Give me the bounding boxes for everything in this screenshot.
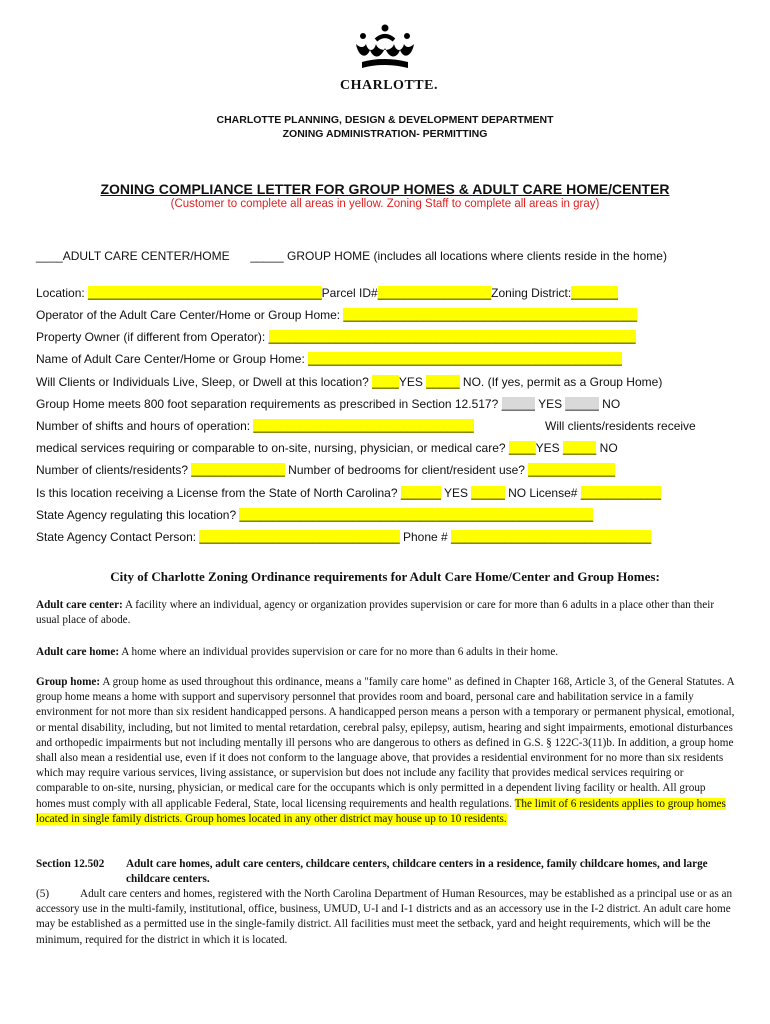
group-limit-highlight: The limit of 6 residents applies to group homes located in single family districts. Group homes located in any other district may house up to 10 residents. xyxy=(36,797,726,825)
separation-yes-label: YES xyxy=(534,397,566,411)
medical-no-field[interactable]: _____ xyxy=(562,441,597,455)
license-label: Is this location receiving a License from the State of North Carolina? xyxy=(36,486,401,500)
medical-label: medical services requiring or comparable to on-site, nursing, physician, or medical care? xyxy=(36,441,509,455)
charlotte-logo xyxy=(340,22,438,102)
phone-label: Phone # xyxy=(399,530,452,544)
agency-row xyxy=(36,507,593,523)
separation-no-field[interactable]: _____ xyxy=(565,397,599,411)
section-number: Section 12.502 xyxy=(36,858,105,870)
center-def: A facility where an individual, agency or organization provides supervision or care for more than 6 adults in a place other than their usual place of abode. xyxy=(36,599,715,627)
crown-icon xyxy=(340,22,430,78)
medical-yes-field[interactable]: ____ xyxy=(508,441,536,455)
live-no-field[interactable]: _____ xyxy=(426,375,460,389)
separation-yes-field[interactable]: _____ xyxy=(501,397,535,411)
group-term: Group home: xyxy=(36,676,101,688)
group-def: A group home as used throughout this ordinance, means a "family care home" as defined in Chapter 168, Article 3, of the General Statutes. A group home means a home with support and supervisory personnel that provides room and board, personal care and habilitation service in a family environment for not more than six resident handicapped persons. A handicapped person means a person with a temporary or permanent physical, emotional, or mental disability, including, but not limited to mental retardation, cerebral palsy, epilepsy, autism, hearing and sight impairments, emotional disturbances and orthopedic impairments but not including mentally ill persons who are dangerous to others as defined in G.S. § 122C-3(11)b. In addition, a group home shall also mean a residential use, even if it does not conform to the language above, that provides a residential environment for no more than six residents which may require various services, living assistance, or supervision but does not include any facility that provides medical services requiring or comparable to on-site, nursing, physician, or medical care for the occupants which is only permitted in a dependent living facility or health. All group homes must comply with all applicable Federal, State, local licensing requirements and health regulations. xyxy=(36,676,735,810)
license-yes-field[interactable]: ______ xyxy=(400,486,441,500)
medical-yes-label: YES xyxy=(535,441,563,455)
location-label: Location: xyxy=(36,286,89,300)
facility-type-row xyxy=(36,248,667,264)
live-yes-label: YES xyxy=(398,375,427,389)
requirements-title: City of Charlotte Zoning Ordinance requirements for Adult Care Home/Center and Group Homes: xyxy=(110,569,660,584)
zoning-district-field[interactable]: _______ xyxy=(571,286,618,300)
location-field[interactable]: ___________________________________ xyxy=(88,286,322,300)
bedrooms-label: Number of bedrooms for client/resident use? xyxy=(284,463,529,477)
operator-row xyxy=(36,307,637,323)
facility-name-field[interactable]: _______________________________________________ xyxy=(308,352,622,366)
operator-label: Operator of the Adult Care Center/Home or Group Home: xyxy=(36,308,344,322)
bedrooms-field[interactable]: _____________ xyxy=(528,463,616,477)
division-name: ZONING ADMINISTRATION- PERMITTING xyxy=(282,128,488,140)
adult-care-label: ADULT CARE CENTER/HOME xyxy=(62,249,230,263)
adult-care-home-definition xyxy=(36,645,736,660)
operator-field[interactable]: ____________________________________________ xyxy=(343,308,638,322)
adult-care-blank[interactable]: ____ xyxy=(36,249,63,263)
shifts-field[interactable]: _________________________________ xyxy=(253,419,474,433)
department-name: CHARLOTTE PLANNING, DESIGN & DEVELOPMENT DEPARTMENT xyxy=(216,114,554,126)
license-no-field[interactable]: _____ xyxy=(471,486,505,500)
facility-name-label: Name of Adult Care Center/Home or Group Home: xyxy=(36,352,309,366)
home-term: Adult care home: xyxy=(36,646,120,658)
agency-label: State Agency regulating this location? xyxy=(36,508,240,522)
clients-field[interactable]: ______________ xyxy=(191,463,285,477)
phone-field[interactable]: ______________________________ xyxy=(451,530,652,544)
shifts-row xyxy=(36,418,474,434)
section-title: Adult care homes, adult care centers, childcare centers, childcare centers in a residence, family childcare homes, and large childcare centers. xyxy=(126,858,708,886)
instructions: (Customer to complete all areas in yellow. Zoning Staff to complete all areas in gray) xyxy=(170,198,600,210)
contact-row xyxy=(36,529,651,545)
page-title: ZONING COMPLIANCE LETTER FOR GROUP HOMES & ADULT CARE HOME/CENTER xyxy=(100,181,670,197)
home-def: A home where an individual provides supervision or care for no more than 6 adults in their home. xyxy=(119,646,559,658)
contact-field[interactable]: ______________________________ xyxy=(199,530,400,544)
live-sleep-row xyxy=(36,374,662,390)
owner-field[interactable]: _______________________________________________________ xyxy=(268,330,636,344)
receive-label: Will clients/residents receive xyxy=(545,419,696,433)
owner-row xyxy=(36,329,636,345)
clients-row xyxy=(36,462,615,478)
item-number: (5) xyxy=(36,888,50,900)
live-sleep-label: Will Clients or Individuals Live, Sleep, or Dwell at this location? xyxy=(36,375,373,389)
zoning-district-label: Zoning District: xyxy=(491,286,572,300)
parcel-label: Parcel ID# xyxy=(321,286,378,300)
clients-label: Number of clients/residents? xyxy=(36,463,192,477)
group-home-definition xyxy=(36,675,736,827)
item-text: Adult care centers and homes, registered with the North Carolina Department of Human Resources, may be established as a principal use or as an accessory use in the multi-family, institutional, office, business, UMUD, U-I and I-1 districts and as an accessory use in the I-2 district. An adult care home may be established as a permitted use in the single-family district. All facilities must meet the setback, yard and height requirements, which will be the minimum, required for the district in which it is located. xyxy=(36,888,733,946)
group-home-blank[interactable]: _____ xyxy=(250,249,284,263)
license-no-label: NO License# xyxy=(504,486,581,500)
location-row xyxy=(36,285,618,301)
separation-no-label: NO xyxy=(598,397,621,411)
license-number-field[interactable]: ____________ xyxy=(580,486,661,500)
center-term: Adult care center: xyxy=(36,599,123,611)
separation-label: Group Home meets 800 foot separation requirements as prescribed in Section 12.517? xyxy=(36,397,502,411)
section-heading xyxy=(36,857,736,887)
owner-label: Property Owner (if different from Operator): xyxy=(36,330,269,344)
agency-field[interactable]: _____________________________________________________ xyxy=(239,508,594,522)
medical-row xyxy=(36,440,618,456)
contact-label: State Agency Contact Person: xyxy=(36,530,200,544)
parcel-field[interactable]: _________________ xyxy=(377,286,492,300)
separation-row xyxy=(36,396,620,412)
live-yes-field[interactable]: ____ xyxy=(372,375,399,389)
live-no-label: NO. (If yes, permit as a Group Home) xyxy=(459,375,663,389)
medical-no-label: NO xyxy=(596,441,618,455)
adult-care-center-definition xyxy=(36,598,736,628)
logo-wordmark: CHARLOTTE. xyxy=(340,78,438,93)
license-row xyxy=(36,485,661,501)
shifts-label: Number of shifts and hours of operation: xyxy=(36,419,254,433)
license-yes-label: YES xyxy=(440,486,472,500)
section-item-5 xyxy=(36,887,736,948)
facility-name-row xyxy=(36,351,622,367)
group-home-label: GROUP HOME (includes all locations where clients reside in the home) xyxy=(287,249,667,263)
